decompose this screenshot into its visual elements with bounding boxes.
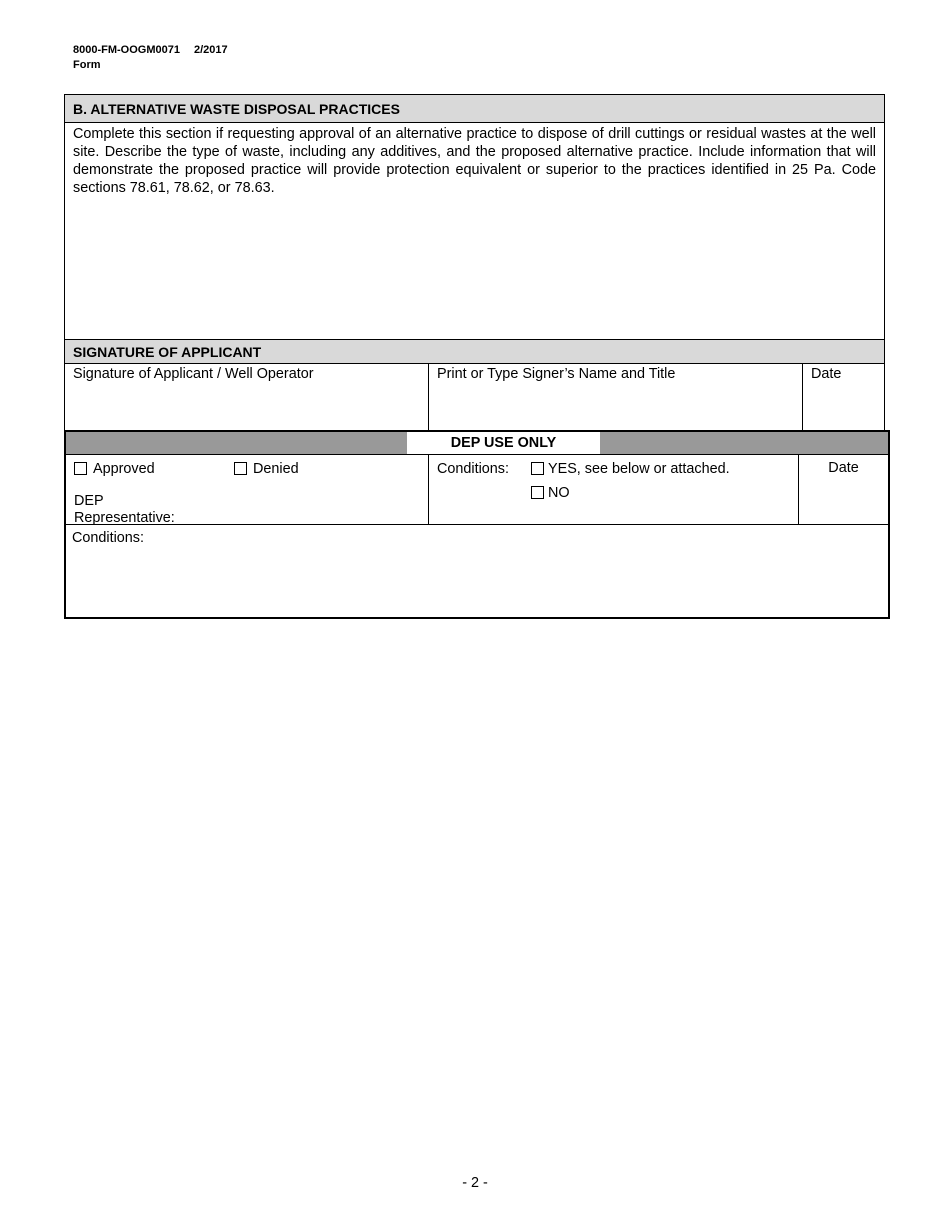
denied-checkbox[interactable] — [234, 462, 247, 475]
approved-option[interactable] — [74, 461, 155, 477]
approved-checkbox[interactable] — [74, 462, 87, 475]
dep-use-only-section — [64, 430, 890, 619]
conditions-no-option[interactable] — [531, 485, 570, 501]
section-b-title: B. ALTERNATIVE WASTE DISPOSAL PRACTICES — [65, 95, 884, 123]
signer-name-title-field[interactable] — [429, 364, 803, 430]
conditions-no-checkbox[interactable] — [531, 486, 544, 499]
dep-date-label: Date — [828, 460, 859, 476]
dep-use-only-bar — [66, 432, 888, 455]
form-code-line — [73, 43, 228, 58]
dep-use-only-title: DEP USE ONLY — [407, 432, 600, 454]
section-b-alternative-waste-disposal — [64, 94, 885, 340]
signer-name-title-label: Print or Type Signer’s Name and Title — [437, 366, 676, 382]
dep-representative-label-line2: Representative: — [74, 510, 175, 526]
signature-date-field[interactable] — [803, 364, 884, 430]
page-number: - 2 - — [462, 1175, 488, 1191]
form-header — [73, 43, 228, 73]
signature-section-title: SIGNATURE OF APPLICANT — [65, 340, 884, 364]
form-code: 8000-FM-OOGM0071 — [73, 44, 180, 56]
approved-label: Approved — [93, 461, 155, 477]
denied-option[interactable] — [234, 461, 299, 477]
dep-date-field[interactable] — [799, 455, 888, 524]
applicant-signature-label: Signature of Applicant / Well Operator — [73, 366, 314, 382]
dep-decision-row — [66, 455, 888, 525]
dep-representative-field[interactable] — [74, 493, 175, 527]
conditions-yes-label: YES, see below or attached. — [548, 461, 730, 477]
dep-conditions-choice-cell — [429, 455, 799, 524]
signature-date-label: Date — [811, 366, 842, 382]
applicant-signature-field[interactable] — [65, 364, 429, 430]
conditions-choice-label: Conditions: — [437, 461, 509, 477]
signature-section — [64, 340, 885, 430]
denied-label: Denied — [253, 461, 299, 477]
conditions-yes-checkbox[interactable] — [531, 462, 544, 475]
form-date: 2/2017 — [193, 44, 228, 56]
conditions-no-label: NO — [548, 485, 570, 501]
conditions-area-label: Conditions: — [72, 530, 144, 546]
dep-representative-label-line1: DEP — [74, 493, 104, 509]
conditions-yes-option[interactable] — [531, 461, 730, 477]
conditions-text-area[interactable] — [66, 525, 888, 551]
section-b-description: Complete this section if requesting approval of an alternative practice to dispose of drill cuttings or residual wastes at the well site. Describe the type of waste, including any additives, and the proposed alternative practice. Include information that will demonstrate the proposed practice will provide protection equivalent or superior to the practices identified in 25 Pa. Code sections 78.61, 78.62, or 78.63. — [73, 126, 876, 196]
dep-decision-cell — [66, 455, 429, 524]
signature-row — [65, 364, 884, 430]
form-label: Form — [73, 59, 101, 71]
